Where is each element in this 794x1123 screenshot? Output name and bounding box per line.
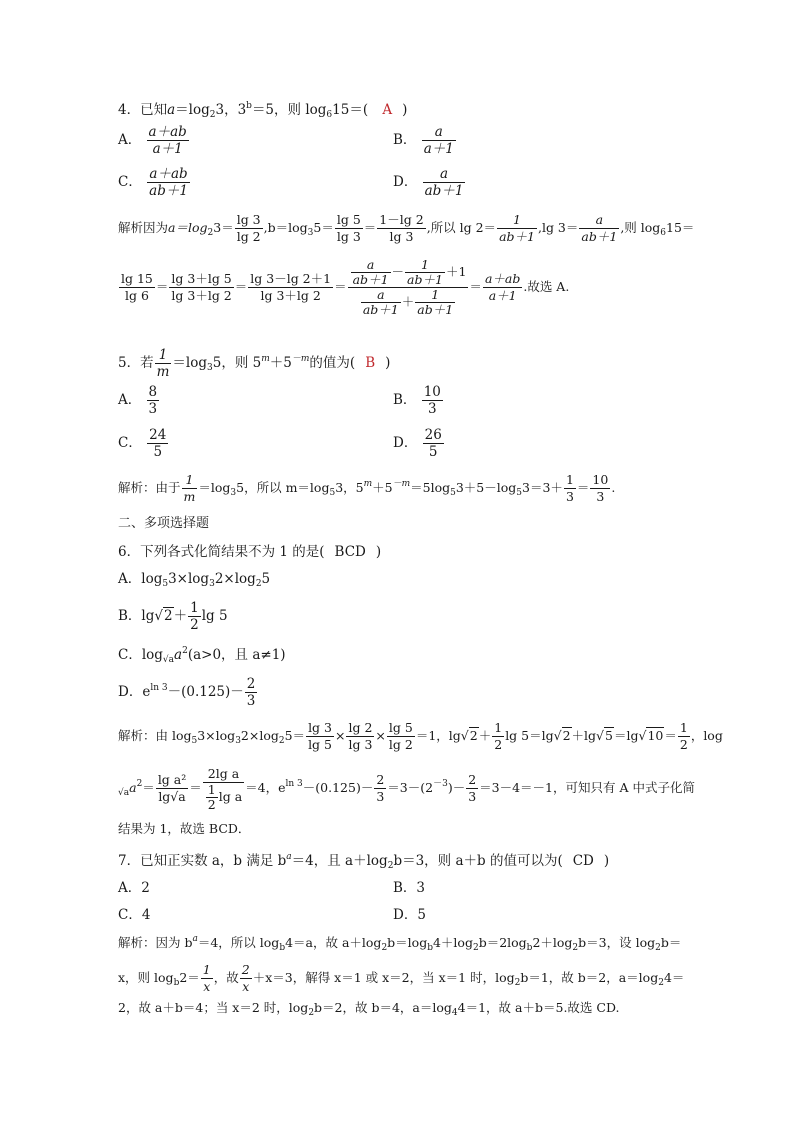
- option-text: C．log: [118, 647, 163, 663]
- log-base: 2: [514, 978, 521, 988]
- solution-text: ＝1，lg: [415, 728, 461, 743]
- exp: ln 3: [285, 779, 303, 789]
- log-base: b: [526, 943, 533, 953]
- solution-text: b＝log: [387, 935, 428, 950]
- frac-den: 2: [190, 617, 199, 633]
- log-base: b: [279, 943, 286, 953]
- q4-log-base: 2: [209, 110, 216, 120]
- frac-den: 3: [376, 789, 385, 804]
- q4-stem-text: ＝5，则 log: [251, 102, 327, 118]
- log-base: 2: [308, 1008, 315, 1018]
- log-base: √a: [162, 655, 175, 665]
- q4-option-a: [118, 124, 190, 157]
- frac-num: 2: [376, 772, 385, 787]
- frac-den: 5: [428, 444, 438, 460]
- operator: －: [391, 264, 405, 279]
- log-base: 3: [230, 488, 237, 498]
- frac-num: a: [361, 288, 401, 303]
- solution-text: ＝: [664, 728, 677, 743]
- solution-text: 解析：因为 b: [118, 935, 193, 950]
- solution-text: 4＝a，故 a＋log: [285, 935, 382, 950]
- option-label: D．: [393, 435, 418, 451]
- q4-stem-text: 15＝(: [332, 102, 369, 118]
- solution-text: 3＝: [213, 220, 234, 235]
- sqrt-radicand: 2: [164, 608, 173, 624]
- frac-num: 1: [207, 782, 216, 797]
- q7-stem: [118, 848, 609, 875]
- frac-num: 26: [424, 427, 442, 443]
- frac-num: 1: [155, 347, 172, 364]
- option-text: ＋: [173, 608, 188, 624]
- option-text: 3×log: [168, 571, 210, 587]
- option-label: C．: [118, 435, 142, 451]
- q4-exp: b: [246, 101, 252, 111]
- nested-fraction: [348, 258, 469, 317]
- frac-den: lg a: [218, 789, 243, 804]
- frac-num: lg 3: [236, 212, 261, 227]
- solution-label: 解析: [118, 220, 144, 235]
- q5-stem-text: ＋5: [269, 355, 292, 371]
- q5-stem-text: 5，则 5: [212, 355, 262, 371]
- q7-solution-line1: [118, 930, 681, 957]
- solution-text: x，则 log: [118, 970, 174, 985]
- option-text: 5: [261, 571, 271, 587]
- q7-stem-close: ): [603, 853, 610, 869]
- solution-text: .故选 A.: [523, 279, 570, 294]
- q4-option-b: [393, 124, 457, 157]
- q5-stem: [118, 347, 390, 380]
- frac-num: 2: [468, 772, 477, 787]
- section-heading: 二、多项选择题: [118, 516, 210, 531]
- sqrt-radicand: 2: [562, 728, 571, 743]
- q6-solution-line2: [118, 765, 695, 812]
- solution-text: ＋: [478, 728, 492, 743]
- frac-den: lg 6: [124, 288, 149, 303]
- q7-stem-text: b＝3，则 a＋b 的值可以为(: [393, 853, 563, 869]
- option-text: －(0.125): [167, 684, 231, 700]
- log-base: 5: [516, 488, 523, 498]
- solution-text: 15＝: [666, 220, 695, 235]
- q4-stem: [118, 97, 407, 124]
- exp: a: [192, 934, 198, 944]
- q6-option-b: B．lg√2＋ $\frac{1}{2}$ lg 5: [118, 600, 228, 633]
- q6-solution-line3: 结果为 1，故选 BCD．: [118, 821, 251, 836]
- frac-den: ab＋1: [417, 302, 454, 317]
- q4-stem-close: ): [402, 102, 408, 118]
- option-text: B．lg: [118, 608, 155, 624]
- frac-den: ab＋1: [362, 302, 399, 317]
- sqrt-radicand: 5: [605, 728, 613, 743]
- solution-text: 5，所以 m＝log: [236, 480, 330, 495]
- frac-den: 3: [565, 489, 574, 504]
- q5-option-d: [393, 427, 445, 460]
- frac-num: 1: [679, 720, 688, 735]
- q5-stem-text: 5．若: [118, 355, 154, 371]
- log-base: 3: [307, 228, 314, 238]
- frac-den: 3: [468, 789, 477, 804]
- q4-stem-text: 4．已知: [118, 102, 168, 118]
- solution-text: )－: [447, 780, 466, 795]
- exp: －m: [392, 479, 411, 489]
- operator: ×: [335, 728, 346, 743]
- exp: m: [261, 354, 270, 364]
- exp: 2: [136, 779, 143, 789]
- frac-den: 2: [207, 797, 216, 812]
- frac-den: a＋1: [423, 141, 454, 157]
- frac-num: lg 5: [388, 720, 413, 735]
- frac-den: lg 2: [236, 229, 261, 244]
- solution-text: 4＋log: [432, 935, 473, 950]
- log-base: b: [173, 978, 180, 988]
- frac-num: lg 15: [121, 271, 153, 286]
- solution-text: ＝4，所以 log: [197, 935, 280, 950]
- solution-text: a＝log: [168, 220, 208, 235]
- log-base: 2: [207, 228, 214, 238]
- solution-text: ＝: [189, 780, 202, 795]
- q4-log: ＝log: [175, 102, 210, 118]
- log-base: 2: [387, 861, 394, 871]
- solution-text: b＝2，故 b＝4，a＝log: [314, 1000, 452, 1015]
- frac-num: 1: [494, 720, 503, 735]
- frac-num: 2: [246, 676, 256, 692]
- log-base: 2: [572, 943, 579, 953]
- frac-den: ab＋1: [149, 183, 188, 199]
- solution-text: a: [129, 780, 137, 795]
- option-label: D．: [393, 174, 418, 190]
- q5-solution: [118, 472, 615, 505]
- frac-den: lg 3＋lg 2: [260, 288, 321, 303]
- q7-answer: CD: [572, 853, 594, 869]
- frac-den: a＋1: [488, 288, 517, 303]
- solution-text: 2＝: [179, 970, 200, 985]
- q5-stem-text: 的值为(: [309, 355, 356, 371]
- solution-text: b＝1，故 b＝2，a＝log: [520, 970, 659, 985]
- q7-stem-text: ＝4，且 a＋log: [291, 853, 388, 869]
- frac-den: ab＋1: [499, 229, 535, 244]
- frac-den: 2: [494, 737, 503, 752]
- solution-text: ＝lg: [613, 728, 639, 743]
- log-base: 3: [209, 579, 215, 589]
- option-text: 2×log: [214, 571, 256, 587]
- q4-option-c: [118, 166, 191, 199]
- frac-num: a: [422, 124, 456, 141]
- q6-option-c: [118, 642, 286, 669]
- solution-text: ,lg 3＝: [537, 220, 579, 235]
- frac-num: a: [579, 212, 619, 229]
- option-label: C．: [118, 174, 142, 190]
- log-base: 2: [255, 579, 262, 589]
- exp: －m: [291, 354, 310, 364]
- q6-option-d: [118, 676, 258, 709]
- exp: a: [286, 852, 292, 862]
- solution-text: 4＝: [663, 970, 685, 985]
- q7-option-a: A．2: [118, 880, 150, 896]
- solution-text: b＝2log: [478, 935, 527, 950]
- solution-text: 2，故 a＋b＝4；当 x＝2 时，log: [118, 1000, 309, 1015]
- frac-den: lg√a: [158, 789, 186, 804]
- solution-text: 2×log: [240, 728, 279, 743]
- exp: ln 3: [150, 683, 168, 693]
- solution-text: 4＝1，故 a＋b＝5.故选 CD.: [457, 1000, 620, 1015]
- solution-text: ,则 log: [620, 220, 661, 235]
- solution-text: ＝5log: [410, 480, 451, 495]
- log-base: 2: [381, 943, 388, 953]
- solution-text: ＝3－(2: [387, 780, 434, 795]
- frac-num: lg a²: [157, 772, 187, 787]
- q6-solution-line1: 解析：由 $\log_53\times\log_32\times\log_25=$ $\frac{\lg 3}{\lg 5}$ × $\frac{\lg 2}{\lg 3}$ × $\frac{\lg 5}{\lg 2}$ ＝1，lg√2＋ $\frac{1}{2}$ lg 5＝lg√2＋lg√5＝lg√10＝ $\frac{1}{2}$ ，log: [118, 720, 723, 752]
- frac-den: lg 3: [348, 737, 373, 752]
- frac-num: a: [423, 166, 466, 183]
- log-base: 2: [472, 943, 479, 953]
- solution-text: 2＋log: [532, 935, 573, 950]
- frac-den: 2: [679, 737, 688, 752]
- solution-text: 因为: [143, 220, 169, 235]
- solution-text: 3×log: [197, 728, 236, 743]
- solution-text: －(0.125)－: [302, 780, 374, 795]
- operator: ＋: [401, 294, 415, 309]
- frac-den: lg 3＋lg 2: [171, 288, 232, 303]
- log-base: 2: [655, 943, 661, 953]
- solution-text: 3，5: [335, 480, 364, 495]
- solution-text: ，故: [213, 970, 239, 985]
- solution-text: ，log: [690, 728, 723, 743]
- option-text: (a>0，且 a≠1): [187, 647, 286, 663]
- q7-option-b: B．3: [393, 880, 426, 896]
- frac-den: 3: [246, 693, 256, 709]
- q6-stem-close: ): [375, 544, 382, 560]
- log-base: 5: [329, 488, 336, 498]
- option-text: D．e: [118, 684, 151, 700]
- frac-num: lg 2: [348, 720, 373, 735]
- operator: ＋1: [445, 264, 467, 279]
- frac-num: 24: [149, 427, 167, 443]
- frac-num: lg 3: [308, 720, 332, 735]
- frac-num: 8: [148, 384, 158, 400]
- log-base: 5: [191, 736, 198, 746]
- frac-num: 1: [405, 258, 445, 273]
- frac-num: 1: [182, 472, 198, 489]
- q4-option-d: [393, 166, 466, 199]
- solution-text: ＋x＝3，解得 x＝1 或 x＝2，当 x＝1 时，log: [252, 970, 515, 985]
- q5-stem-text: ＝log: [172, 355, 207, 371]
- frac-num: a＋ab: [484, 271, 521, 286]
- log-base: 6: [660, 228, 667, 238]
- solution-text: b＝3，设 log: [578, 935, 656, 950]
- option-text: a: [174, 647, 183, 663]
- solution-text: ＝4，e: [245, 780, 286, 795]
- frac-den: ab＋1: [352, 272, 389, 287]
- q5-option-c: [118, 427, 169, 460]
- frac-den: 3: [148, 401, 158, 417]
- log-base: √a: [118, 788, 130, 798]
- q5-answer: B: [365, 355, 376, 371]
- frac-num: 10: [592, 472, 609, 487]
- q7-option-d: D．5: [393, 907, 426, 923]
- solution-text: ,所以 lg 2＝: [426, 220, 497, 235]
- log-base: 4: [451, 1008, 458, 1018]
- frac-den: lg 3: [336, 229, 361, 244]
- solution-text: ,b＝log: [263, 220, 308, 235]
- frac-num: lg 5: [336, 212, 361, 227]
- frac-num: 2: [241, 962, 250, 977]
- log-base: 2: [658, 978, 664, 988]
- solution-text: 3＋5－log: [455, 480, 517, 495]
- frac-num: 1: [190, 600, 199, 616]
- option-label: B．: [393, 392, 417, 408]
- option-text: －: [230, 684, 244, 700]
- solution-text: ＝: [576, 480, 590, 495]
- option-text: A．log: [118, 571, 163, 587]
- frac-den: lg 2: [388, 737, 413, 752]
- q7-option-c: C．4: [118, 907, 151, 923]
- solution-text: b＝: [660, 935, 682, 950]
- q4-answer: A: [382, 102, 393, 118]
- q6-option-a: [118, 570, 270, 593]
- q4-var-a: a: [167, 102, 176, 118]
- option-label: A．: [118, 392, 142, 408]
- frac-num: a: [351, 258, 391, 273]
- frac-num: 1: [202, 962, 211, 977]
- q7-solution-line2: [118, 962, 684, 995]
- q4-stem-text: 3，3: [215, 102, 247, 118]
- log-base: 5: [450, 488, 456, 498]
- option-label: A．: [118, 132, 142, 148]
- exp: m: [363, 479, 373, 489]
- frac-num: 1－lg 2: [379, 212, 424, 227]
- log-base: 5: [162, 579, 169, 589]
- frac-den: x: [203, 979, 211, 994]
- frac-den: 3: [428, 401, 437, 417]
- solution-text: ＝: [142, 780, 155, 795]
- frac-den: 5: [153, 444, 163, 460]
- solution-text: ＝log: [198, 480, 231, 495]
- frac-num: 1: [415, 288, 455, 303]
- frac-den: ab＋1: [424, 183, 464, 199]
- solution-text: 5＝: [284, 728, 306, 743]
- solution-text: ＋lg: [571, 728, 597, 743]
- frac-den: x: [242, 979, 250, 994]
- frac-den: lg 5: [308, 737, 332, 752]
- frac-num: 2lg a: [203, 765, 244, 783]
- q6-answer: BCD: [334, 544, 366, 560]
- solution-text: .: [611, 480, 616, 495]
- q5-option-b: [393, 384, 444, 417]
- q7-stem-text: 7．已知正实数 a，b 满足 b: [118, 853, 287, 869]
- q4-log-base: 6: [326, 110, 333, 120]
- log-base: 3: [207, 363, 213, 373]
- solution-text: lg 5＝lg: [505, 728, 554, 743]
- solution-text: 解析：由于: [118, 480, 181, 495]
- q6-stem-text: 6．下列各式化简结果不为 1 的是(: [118, 544, 325, 560]
- frac-num: 1: [565, 472, 574, 487]
- q5-stem-close: ): [385, 355, 391, 371]
- exp: 2: [182, 646, 188, 656]
- frac-den: ab＋1: [407, 272, 443, 287]
- solution-text: 5＝: [313, 220, 334, 235]
- exp: －3: [433, 779, 448, 789]
- log-base: 3: [235, 736, 241, 746]
- solution-text: ＋5: [372, 480, 393, 495]
- frac-den: a＋1: [152, 141, 183, 157]
- frac-den: m: [156, 364, 170, 380]
- q5-option-a: [118, 384, 160, 417]
- solution-text: 解析：由 log: [118, 728, 192, 743]
- frac-num: lg 3－lg 2＋1: [250, 271, 332, 286]
- operator: ×: [375, 728, 386, 743]
- frac-den: m: [183, 489, 196, 504]
- q4-solution-line1: 解析因为$a=\log_23=$ $\frac{\lg 3}{\lg 2}$ $,b=\log_35=$ $\frac{\lg 5}{\lg 3}$ ＝ $\frac{1-\lg 2}{\lg 3}$ ,所以 lg 2＝ $\frac{1}{ab+1}$ ,lg 3＝ $\frac{a}{ab+1}$ ,则 $\log_615=$: [118, 212, 695, 244]
- solution-text: 3＝3＋: [522, 480, 563, 495]
- q4-solution-line2: $\frac{\lg 15}{\lg 6}$ ＝ $\frac{\lg 3+\lg 5}{\lg 3+\lg 2}$ ＝ $\frac{\lg 3-\lg 2+1}{\lg 3+\lg 2}$ ＝ $\frac{a}{ab+1}$ － $\frac{1}{ab+1}$ ＋1 $\frac{a}{ab+1}$ ＋ $\frac{1}{ab+1}$ ＝ $\frac{a+ab}{a+1}$ .故选 A.: [121, 257, 570, 317]
- log-base: 2: [278, 736, 285, 746]
- sqrt-radicand: 2: [469, 728, 478, 743]
- solution-text: ＝3－4＝－1，可知只有 A 中式子化简: [479, 780, 695, 795]
- frac-den: 3: [596, 489, 605, 504]
- frac-num: 1: [497, 212, 537, 229]
- frac-num: lg 3＋lg 5: [171, 271, 232, 286]
- frac-num: a＋ab: [148, 124, 187, 140]
- frac-den: ab＋1: [581, 229, 618, 244]
- option-text: lg 5: [201, 608, 228, 624]
- frac-num: a＋ab: [147, 166, 190, 183]
- frac-num: 10: [423, 384, 441, 400]
- q6-stem: [118, 543, 381, 561]
- q7-solution-line3: [118, 999, 620, 1022]
- log-base: b: [427, 943, 433, 953]
- option-label: B．: [393, 132, 417, 148]
- sqrt-radicand: 10: [647, 728, 664, 743]
- frac-den: lg 3: [389, 229, 414, 244]
